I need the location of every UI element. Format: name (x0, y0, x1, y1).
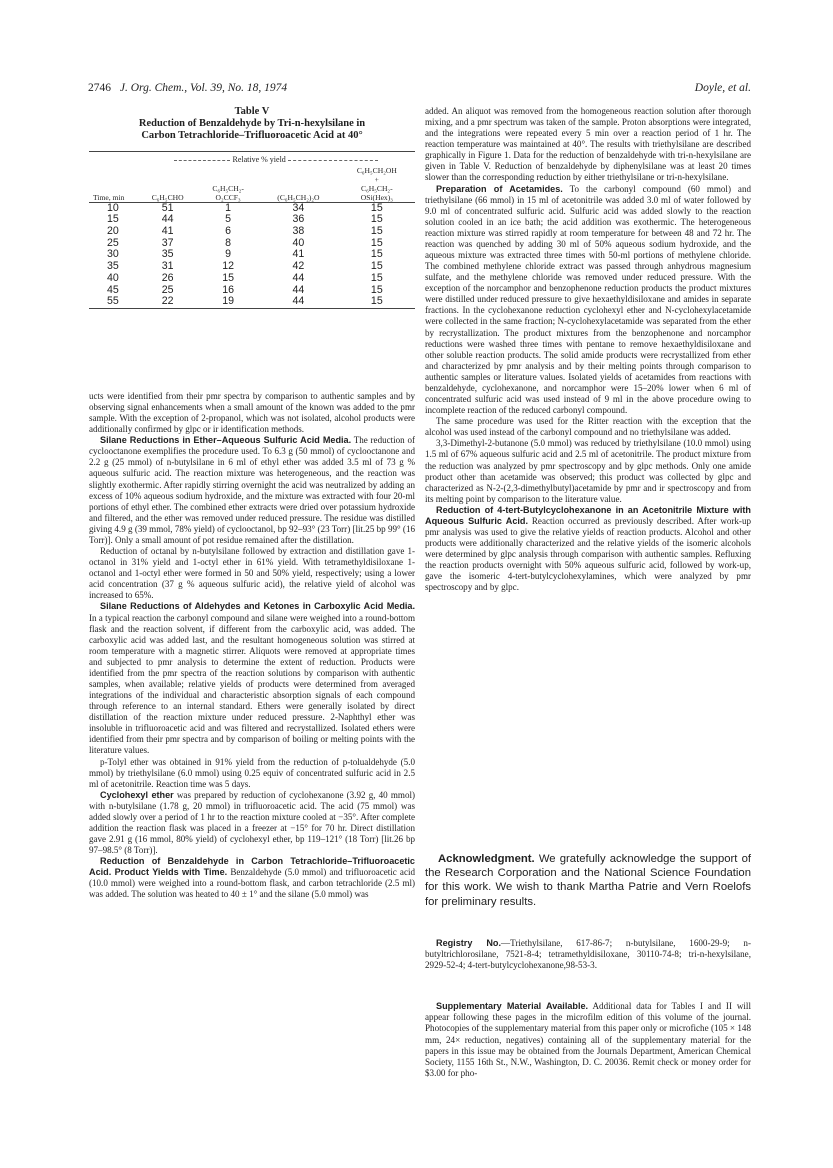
table-cell: 42 (292, 260, 305, 273)
table-cell: 16 (222, 283, 235, 296)
left-column (89, 106, 415, 901)
acknowledgment (425, 852, 751, 909)
table-cell: 15 (370, 225, 383, 238)
right-paragraph-5: Reduction of 4-tert-Butylcyclohexanone in an Acetonitrile Mixture with Aqueous Sulfuric Acid. Reaction occurred as previously described. After work-up pmr analysis was used to give the relative yields of reaction products. Alcohol and other products were additionally characterized and the relative yields of the isomeric alcohols were determined by glpc analysis through comparison with authentic samples. Refluxing the reaction products overnight with 50% aqueous sulfuric acid, followed by work-up, gave the isomeric 4-tert-butylcyclohexylamines, which were analyzed by pmr spectroscopy and by glpc. (425, 504, 751, 593)
table-cell: 26 (161, 271, 174, 284)
table-cell: 38 (292, 225, 305, 238)
col-header-dibenzyl-ether: (C₆H₅CH₂)₂O (277, 192, 320, 202)
col-header-b1: C₆H₅CH₂- (212, 183, 244, 193)
running-header-right (695, 82, 751, 94)
col-header-d2: + (374, 174, 379, 184)
span-header: Relative % yield (232, 155, 286, 165)
table-cell: 41 (161, 225, 174, 238)
table-cell: 20 (107, 225, 119, 238)
table-row (89, 202, 415, 214)
col-header-benzyl-alcohol-silyl-ether (339, 166, 415, 203)
table-cell: 22 (161, 295, 174, 308)
table-cell: 15 (370, 295, 383, 308)
table-cell: 45 (107, 283, 119, 296)
table-row (89, 249, 415, 261)
col-header-benzyl-trifluoroacetate (198, 166, 258, 203)
left-paragraph-1: ucts were identified from their pmr spectra by comparison to authentic samples and by observing signal enhancements when a small amount of the known was added to the pmr sample. With the exception of 2-propanol, which was not isolated, alcohol products were additionally confirmed by glpc or ir identification methods. (89, 390, 415, 435)
heading-acetamides: Preparation of Acetamides. (436, 183, 563, 194)
table-cell: 35 (107, 260, 119, 273)
supplementary-heading: Supplementary Material Available. (436, 1001, 589, 1011)
table-cell: 15 (370, 283, 383, 296)
heading-cyclohexyl-ether: Cyclohexyl ether (100, 789, 174, 800)
supplementary-material (425, 1001, 751, 1079)
table-body (89, 202, 415, 308)
table-cell: 15 (370, 201, 383, 214)
table-cell: 25 (107, 236, 119, 249)
table-cell: 9 (225, 248, 232, 261)
table-cell: 15 (222, 271, 235, 284)
heading-benzaldehyde-reduction: Reduction of Benzaldehyde in Carbon Tetrachloride–Trifluoroacetic Acid. Product Yields with Time. (89, 856, 415, 878)
table-row (89, 214, 415, 226)
table-row (89, 226, 415, 238)
table-cell: 44 (292, 283, 305, 296)
col-header-benzaldehyde: C₆H₅CHO (151, 192, 184, 202)
col-header-time: Time, min (93, 192, 125, 202)
right-column (425, 106, 751, 593)
acknowledgment-text: We gratefully acknowledge the support of the Research Corporation and the National Science Foundation for this work. We wish to thank Martha Patrie and Vern Roelofs for preliminary results. (425, 853, 751, 908)
table-cell: 15 (370, 236, 383, 249)
table-caption-line1: Reduction of Benzaldehyde by Tri-n-hexylsilane in (138, 118, 366, 130)
right-paragraph-4: 3,3-Dimethyl-2-butanone (5.0 mmol) was reduced by triethylsilane (10.0 mmol) using 1.5 ml of 67% aqueous sulfuric acid and 2.5 ml of acetonitrile. The product mixture from the reduction was analyzed by pmr spectroscopy and by glpc methods. Only one amide product other than acetamide was observed; this product was collected by glpc and characterized as N-2-(2,3-dimethylbutyl)acetamide by pmr and ir spectroscopy and from its melting point by comparison to the literature value. (425, 438, 751, 504)
table-cell: 15 (370, 248, 383, 261)
table-caption-line2: Carbon Tetrachloride–Trifluoroacetic Acid at 40° (141, 130, 363, 142)
table-label: Table V (234, 106, 270, 117)
table-cell: 36 (292, 213, 305, 226)
running-header-left (88, 82, 287, 94)
table-row (89, 261, 415, 273)
col-header-d3: C₆H₅CH₂- (361, 183, 393, 193)
table-cell: 5 (225, 213, 232, 226)
registry-text: —Triethylsilane, 617-86-7; n-butylsilane, 1600-29-9; n-butyltrichlorosilane, 7521-8-4; tetramethyldisiloxane, 30110-74-8; tri-n-hexylsilane, 2929-52-4; 4-tert-butylcyclohexanone,98-53-3. (425, 938, 751, 971)
table-cell: 6 (225, 225, 232, 238)
right-paragraph-2: Preparation of Acetamides. To the carbonyl compound (60 mmol) and triethylsilane (66 mmol) in 15 ml of acetonitrile was added 3.0 ml of water followed by 9.0 ml of concentrated sulfuric acid. Sulfuric acid was added slowly to the reaction solution cooled in an ice bath; the acid addition was exothermic. The heterogeneous reaction mixture was stirred rapidly at room temperature for between 48 and 72 hr. The reaction was quenched by adding 30 ml of 50% aqueous sodium hydroxide, and the aqueous mixture was extracted three times with 50-ml portions of methylene chloride. The combined methylene chloride extract was passed through anhydrous magnesium sulfate, and the methylene chloride was removed under reduced pressure. With the exception of the norcamphor and benzophenone reduction products the product mixtures were distilled under reduced pressure to give hexaethyldisiloxane and amides in separate fractions. In the cyclohexanone reduction cyclohexyl ether and N-cyclohexylacetamide were collected in the same fraction; N-cyclohexylacetamide was separated from the ether by recrystallization. The product mixtures from the benzophenone and norcamphor reductions were washed three times with pentane to remove hexaethyldisiloxane and other soluble reaction products. The solid amide products were recrystallized from ether and characterized by pmr analysis and by their melting points through comparison to authentic samples or literature values. Isolated yields of acetamides from reactions with benzaldehyde, cyclohexanone, and norcamphor were 15–20% lower when 6 ml of concentrated sulfuric acid was used instead of 9 ml in the above procedure owing to incomplete reaction of the reduced carbonyl compound. (425, 183, 751, 416)
registry-heading: Registry No. (436, 938, 501, 948)
table-v (89, 151, 415, 309)
supplementary-text: Additional data for Tables I and II will appear following these pages in the microfilm edition of this volume of the journal. Photocopies of the supplementary material from this paper only or microfiche (105 × 148 mm, 24× reduction, negatives) containing all of the supplementary material for the papers in this issue may be obtained from the Journals Department, American Chemical Society, 1155 16th St., N.W., Washington, D. C. 20036. Remit check or money order for $3.00 for pho- (425, 1001, 751, 1079)
table-cell: 15 (370, 271, 383, 284)
left-paragraph-3: Reduction of octanal by n-butylsilane followed by extraction and distillation gave 1-octanol in 31% yield and 1-octyl ether in 61% yield. With tetramethyldisiloxane 1-octanol and 1-octyl ether were formed in 50 and 50% yield, respectively; using a lower acid concentration (37 g % aqueous sulfuric acid), the relative yield of alcohol was increased to 65%. (89, 546, 415, 601)
page-number: 2746 (88, 82, 111, 94)
heading-tert-butylcyclohexanone: Reduction of 4-tert-Butylcyclohexanone in an Acetonitrile Mixture with Aqueous Sulfuric Acid. (425, 504, 751, 526)
table-cell: 41 (292, 248, 305, 261)
table-cell: 51 (161, 201, 174, 214)
col-header-d4: OSi(Hex)₃ (360, 192, 393, 202)
table-cell: 40 (107, 271, 119, 284)
journal-citation: J. Org. Chem., Vol. 39, No. 18, 1974 (119, 82, 288, 94)
heading-ether-sulfuric: Silane Reductions in Ether–Aqueous Sulfuric Acid Media. (100, 435, 352, 446)
table-cell: 34 (292, 201, 305, 214)
table-cell: 30 (107, 248, 119, 261)
acknowledgment-heading: Acknowledgment. (438, 853, 535, 865)
table-cell: 37 (161, 236, 174, 249)
table-cell: 40 (292, 236, 305, 249)
table-cell: 8 (225, 236, 232, 249)
table-cell: 44 (161, 213, 174, 226)
table-row (89, 285, 415, 297)
table-cell: 44 (292, 295, 305, 308)
table-row (89, 296, 415, 308)
left-paragraph-6: Cyclohexyl ether was prepared by reduction of cyclohexanone (3.92 g, 40 mmol) with n-butylsilane (1.78 g, 20 mmol) in trifluoroacetic acid. The acid (75 mmol) was added slowly over a period of 1 hr to the reaction mixture cooled at −35°. After complete addition the reaction flask was placed in a freezer at −15° for 70 hr. Direct distillation gave 2.91 g (16 mmol, 80% yield) of cyclohexyl ether, bp 119–121° (18 Torr) [lit.26 bp 97–98.5° (8 Torr)]. (89, 789, 416, 856)
left-paragraph-4: Silane Reductions of Aldehydes and Ketones in Carboxylic Acid Media. In a typical reaction the carbonyl compound and silane were weighed into a round-bottom flask and the reaction solvent, if different from the carboxylic acid, was added. The carboxylic acid was added last, and the resultant homogeneous solution was stirred at room temperature with a magnetic stirrer. Aliquots were removed at appropriate times and subjected to pmr analysis to determine the extent of reduction. Products were identified from the pmr spectra of the reaction solutions by comparison with authentic samples, when available; relative yields of products were determined from averaged integrations of the individual and characteristic absorption signals of each compound through reference to an internal standard. Ethers were generally isolated by direct distillation of the reaction mixture under reduced pressure. 2-Naphthyl ether was insoluble in trifluoroacetic acid and was filtered and recrystallized. Isolated ethers were identified from their pmr spectra and by comparison of boiling or melting points with the literature values. (89, 601, 415, 756)
table-row (89, 273, 415, 285)
heading-carboxylic: Silane Reductions of Aldehydes and Ketones in Carboxylic Acid Media. (100, 601, 415, 612)
table-cell: 35 (161, 248, 174, 261)
table-cell: 1 (225, 201, 232, 214)
table-row (89, 238, 415, 250)
table-cell: 12 (222, 260, 235, 273)
col-header-d1: C₆H₅CH₂OH (356, 165, 397, 175)
left-paragraph-7: Reduction of Benzaldehyde in Carbon Tetrachloride–Trifluoroacetic Acid. Product Yields with Time. Benzaldehyde (5.0 mmol) and trifluoroacetic acid (10.0 mmol) were weighed into a round-bottom flask, and carbon tetrachloride (2.5 ml) was added. The solution was heated to 40 ± 1° and the silane (5.0 mmol) was (89, 856, 415, 900)
table-cell: 55 (107, 295, 119, 308)
table-cell: 15 (370, 213, 383, 226)
table-cell: 19 (222, 295, 235, 308)
col-header-b2: O₂CCF₃ (215, 192, 241, 202)
authors: Doyle, et al. (694, 82, 751, 94)
table-cell: 15 (370, 260, 383, 273)
right-paragraph-3: The same procedure was used for the Ritter reaction with the exception that the alcohol was used instead of the carbonyl compound and no triethylsilane was added. (425, 416, 751, 438)
left-paragraph-5: p-Tolyl ether was obtained in 91% yield from the reduction of p-tolualdehyde (5.0 mmol) by triethylsilane (6.0 mmol) using 0.25 equiv of concentrated sulfuric acid in 2.5 ml of acetonitrile. Reaction time was 5 days. (89, 756, 415, 789)
table-cell: 44 (292, 271, 305, 284)
table-cell: 10 (107, 201, 119, 214)
right-paragraph-1: added. An aliquot was removed from the homogeneous reaction solution after thorough mixing, and a pmr spectrum was taken of the sample. Proton absorptions were integrated, and the integrations were repeated every 5 min over a reaction period of 1 hr. The reaction temperature was maintained at 40°. The results with triethylsilane are described graphically in Figure 1. Data for the reduction of benzaldehyde with tri-n-hexylsilane are given in Table V. Reduction of benzaldehyde by diphenylsilane was at least 20 times slower than the corresponding reduction by either triethylsilane or tri-n-hexylsilane. (425, 106, 751, 183)
table-cell: 31 (161, 260, 174, 273)
left-paragraph-2: Silane Reductions in Ether–Aqueous Sulfuric Acid Media. The reduction of cyclooctanone exemplifies the procedure used. To 6.3 g (50 mmol) of cyclooctanone and 2.2 g (25 mmol) of n-butylsilane in 6 ml of ethyl ether was added 3.5 ml of 73 g % aqueous sulfuric acid. The reaction mixture was heterogeneous, and the reaction was slightly exothermic. After rapidly stirring overnight the acid was neutralized by adding an excess of 10% aqueous sodium hydroxide, and the mixture was extracted with four 20-ml portions of ethyl ether. The combined ether extracts were dried over potassium hydroxide and filtered, and the ether was removed under reduced pressure. The residue was distilled giving 4.9 g (39 mmol, 78% yield) of cyclooctanol, bp 92–93° (23 Torr) [lit.25 bp 99° (16 Torr)]. Only a small amount of pot residue remained after the distillation. (89, 435, 415, 545)
table-cell: 15 (107, 213, 119, 226)
registry-numbers (425, 938, 751, 972)
table-cell: 25 (161, 283, 174, 296)
